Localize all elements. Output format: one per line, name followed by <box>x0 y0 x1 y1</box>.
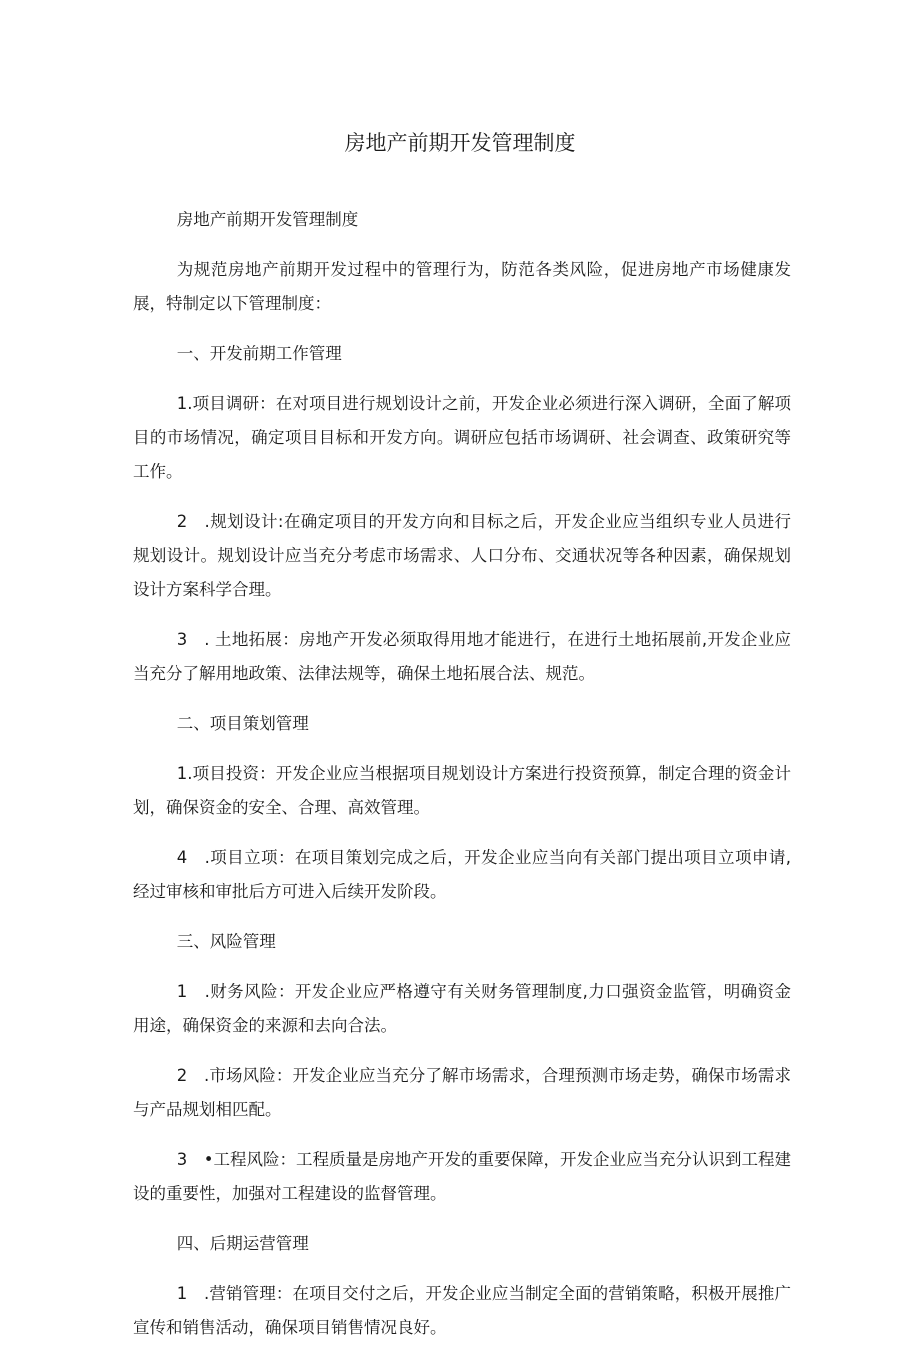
body-paragraph: 1 .营销管理：在项目交付之后，开发企业应当制定全面的营销策略，积极开展推广宣传和销售活动，确保项目销售情况良好。 <box>133 1284 791 1337</box>
document-title: 房地产前期开发管理制度 <box>344 131 576 155</box>
document-body <box>133 203 791 1361</box>
subtitle-paragraph: 房地产前期开发管理制度 <box>176 210 359 229</box>
body-paragraph: 1.项目调研：在对项目进行规划设计之前，开发企业必须进行深入调研，全面了解项目的市场情况，确定项目目标和开发方向。调研应包括市场调研、社会调查、政策研究等工作。 <box>133 394 791 481</box>
body-paragraph: 1 .财务风险：开发企业应严格遵守有关财务管理制度,力口强资金监管，明确资金用途，确保资金的来源和去向合法。 <box>133 982 791 1035</box>
intro-paragraph: 为规范房地产前期开发过程中的管理行为，防范各类风险，促进房地产市场健康发展，特制定以下管理制度： <box>133 260 791 313</box>
body-paragraph: 2 .规划设计:在确定项目的开发方向和目标之后，开发企业应当组织专业人员进行规划设计。规划设计应当充分考虑市场需求、人口分布、交通状况等各种因素，确保规划设计方案科学合理。 <box>133 512 791 599</box>
body-paragraph: 1.项目投资：开发企业应当根据项目规划设计方案进行投资预算，制定合理的资金计划，确保资金的安全、合理、高效管理。 <box>133 764 791 817</box>
body-paragraph: 2 .市场风险：开发企业应当充分了解市场需求，合理预测市场走势，确保市场需求与产品规划相匹配。 <box>133 1066 791 1119</box>
section-heading-4: 四、后期运营管理 <box>176 1234 309 1253</box>
body-paragraph: 4 .项目立项：在项目策划完成之后，开发企业应当向有关部门提出项目立项申请,经过审核和审批后方可进入后续开发阶段。 <box>133 848 791 901</box>
section-heading-1: 一、开发前期工作管理 <box>176 344 342 363</box>
body-paragraph: 3 . 土地拓展：房地产开发必须取得用地才能进行，在进行土地拓展前,开发企业应当充分了解用地政策、法律法规等，确保土地拓展合法、规范。 <box>133 630 791 683</box>
body-paragraph: 3 •工程风险：工程质量是房地产开发的重要保障，开发企业应当充分认识到工程建设的重要性，加强对工程建设的监督管理。 <box>133 1150 791 1203</box>
section-heading-3: 三、风险管理 <box>176 932 276 951</box>
section-heading-2: 二、项目策划管理 <box>176 714 309 733</box>
